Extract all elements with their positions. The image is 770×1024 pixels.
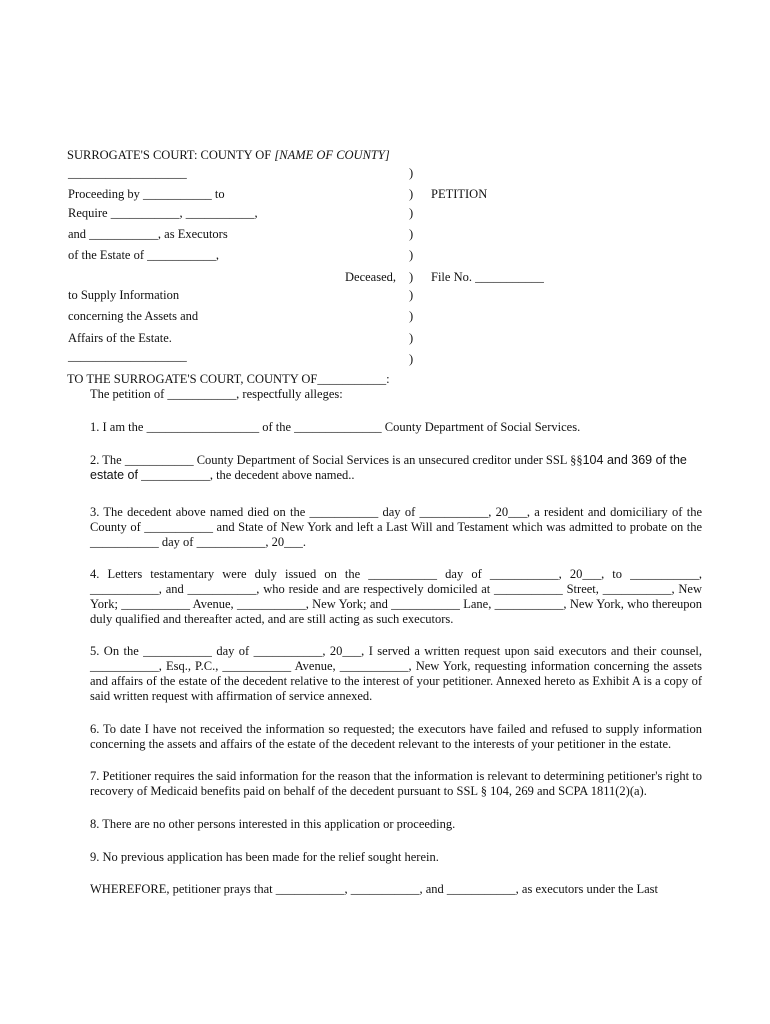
caption-paren: ) xyxy=(409,187,414,201)
paragraph-2-text: 2. The ___________ County Department of Social Services is an unsecured creditor under SSL §§ xyxy=(90,453,583,467)
caption-paren: ) xyxy=(409,248,414,262)
paragraph-2-text: ___________, the decedent above named.. xyxy=(137,468,355,482)
caption-paren: ) xyxy=(409,352,414,366)
caption-blank-line-2: ___________________ xyxy=(68,349,187,363)
caption-paren: ) xyxy=(409,270,414,284)
paragraph-5: 5. On the ___________ day of ___________, 20___, I served a written request upon said executors and their counsel, ___________, Esq., P.C., ___________ Avenue, ___________, New York, requesting information concerning the assets and affairs of the estate of the decedent relative to the interest of your petitioner. Annexed hereto as Exhibit A is a copy of said written request with affirmation of service annexed. xyxy=(90,644,702,703)
caption-estate-of: of the Estate of ___________, xyxy=(68,248,220,262)
paragraph-6: 6. To date I have not received the information so requested; the executors have failed and refused to supply information concerning the assets and affairs of the estate of the decedent relevant to the interests of your petitioner in the estate. xyxy=(90,722,702,751)
caption-paren: ) xyxy=(409,166,414,180)
paragraph-2-sans-text: estate of xyxy=(90,468,138,482)
paragraph-4: 4. Letters testamentary were duly issued on the ___________ day of ___________, 20___, to ___________, ___________, and ___________, who reside and are respectively domiciled at ___________ Street, ___________, New York; ___________ Avenue, ___________, New York; and ___________ Lane, ___________, New York, who thereupon duly qualified and thereafter acted, and are still acting as such executors. xyxy=(90,567,702,626)
caption-deceased: Deceased, xyxy=(345,270,397,284)
caption-paren: ) xyxy=(409,309,414,323)
caption-and-executors: and ___________, as Executors xyxy=(68,227,228,241)
paragraph-2 xyxy=(90,453,702,483)
caption-proceeding: Proceeding by ___________ to xyxy=(68,187,225,201)
caption-supply-info: to Supply Information xyxy=(68,288,180,302)
caption-paren: ) xyxy=(409,206,414,220)
court-heading-prefix: SURROGATE'S COURT: COUNTY OF xyxy=(67,148,275,162)
caption-paren: ) xyxy=(409,227,414,241)
wherefore-clause: WHEREFORE, petitioner prays that ___________, ___________, and ___________, as executors under the Last xyxy=(90,882,658,896)
paragraph-2-sans-text: 104 and 369 of the xyxy=(582,453,687,467)
caption-affairs: Affairs of the Estate. xyxy=(68,331,172,345)
county-name-placeholder: [NAME OF COUNTY] xyxy=(274,148,390,162)
paragraph-1: 1. I am the __________________ of the ______________ County Department of Social Services. xyxy=(90,420,581,434)
paragraph-7: 7. Petitioner requires the said information for the reason that the information is relevant to determining petitioner's right to recovery of Medicaid benefits paid on behalf of the decedent pursuant to SSL § 104, 269 and SCPA 1811(2)(a). xyxy=(90,769,702,798)
caption-require: Require ___________, ___________, xyxy=(68,206,258,220)
petition-of-line: The petition of ___________, respectfully alleges: xyxy=(90,387,343,401)
caption-paren: ) xyxy=(409,288,414,302)
paragraph-3: 3. The decedent above named died on the ___________ day of ___________, 20___, a resident and domiciliary of the County of ___________ and State of New York and left a Last Will and Testament which was admitted to probate on the ___________ day of ___________, 20___. xyxy=(90,505,702,549)
paragraph-8: 8. There are no other persons interested in this application or proceeding. xyxy=(90,817,456,831)
address-to-court: TO THE SURROGATE'S COURT, COUNTY OF___________: xyxy=(67,372,390,386)
caption-blank-line: ___________________ xyxy=(68,166,187,180)
caption-paren: ) xyxy=(409,331,414,345)
caption-concerning: concerning the Assets and xyxy=(68,309,199,323)
court-heading xyxy=(67,148,390,163)
file-number: File No. ___________ xyxy=(431,270,544,284)
paragraph-9: 9. No previous application has been made for the relief sought herein. xyxy=(90,850,439,864)
petition-title: PETITION xyxy=(431,187,488,201)
